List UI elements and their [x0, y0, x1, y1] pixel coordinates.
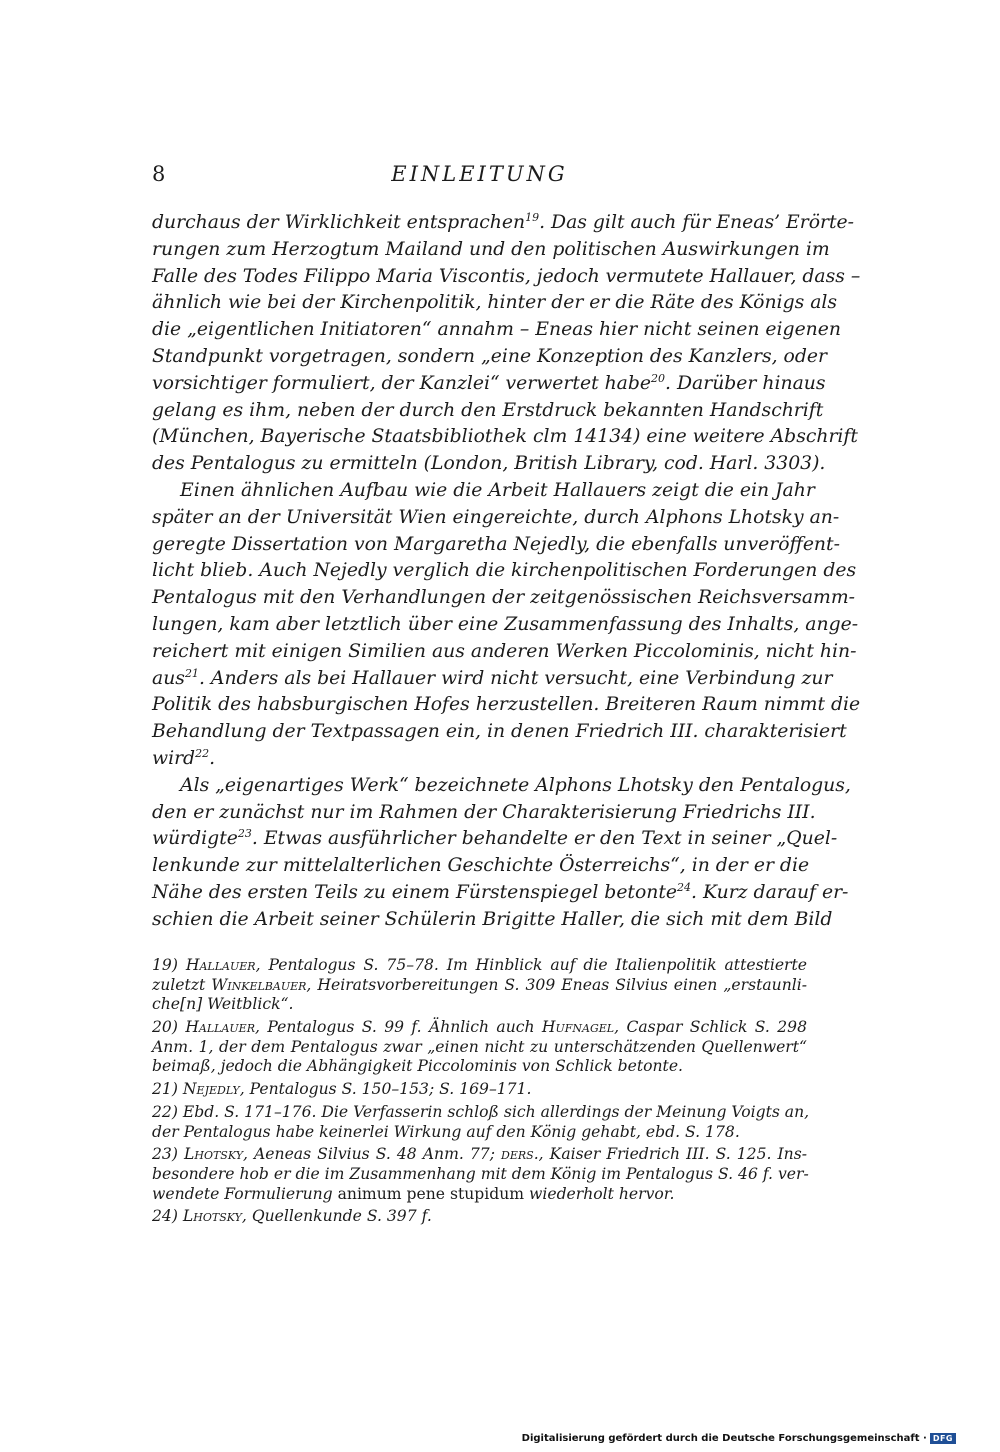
running-head: EINLEITUNG	[391, 162, 568, 186]
text-line: die „eigentlichen Initiatoren“ annahm – Eneas hier nicht seinen eigenen	[152, 319, 841, 341]
author-name: ders.	[501, 1145, 539, 1164]
page-number: 8	[152, 162, 166, 186]
author-name: Hallauer	[185, 956, 256, 974]
text-line: gelang es ihm, neben der durch den Erstdruck bekannten Handschrift	[152, 399, 824, 421]
text-line: Einen ähnlichen Aufbau wie die Arbeit Hallauers zeigt die ein Jahr	[180, 479, 815, 501]
footnote-23: 23) Lhotsky, Aeneas Silvius S. 48 Anm. 77; ders., Kaiser Friedrich III. S. 125. Ins- besondere hob er die im Zusammenhang mit dem König im Pentalogus S. 46 f. ver- wendete Formulierung animum pene stupidum wiederholt hervor.	[152, 1145, 809, 1203]
author-name: Winkelbauer	[211, 975, 307, 994]
text-line: Behandlung der Textpassagen ein, in denen Friedrich III. charakterisiert	[152, 721, 847, 743]
text-line: aus$^{21}$. Anders als bei Hallauer wird nicht versucht, eine Verbindung zur	[152, 666, 833, 689]
footnote-22: 22) Ebd. S. 171–176. Die Verfasserin schloß sich allerdings der Meinung Voigts an, der Pentalogus habe keinerlei Wirkung auf den König gehabt, ebd. S. 178.	[152, 1102, 810, 1141]
author-name: Hallauer	[185, 1018, 255, 1037]
page-header	[152, 162, 807, 194]
footnote-reference: 20	[651, 371, 666, 385]
text-line: schien die Arbeit seiner Schülerin Brigitte Haller, die sich mit dem Bild	[152, 908, 833, 930]
text-line: (München, Bayerische Staatsbibliothek clm 14134) eine weitere Abschrift	[152, 426, 858, 448]
author-name: Hufnagel	[541, 1018, 615, 1037]
footnote-reference: 22	[195, 746, 210, 760]
text-line: würdigte$^{23}$. Etwas ausführlicher behandelte er den Text in seiner „Quel-	[152, 827, 838, 850]
footnote-reference: 24	[677, 880, 692, 894]
text-line: vorsichtiger formuliert, der Kanzlei“ verwertet habe$^{20}$. Darüber hinaus	[152, 371, 826, 394]
body-text	[152, 210, 861, 934]
text-line: Standpunkt vorgetragen, sondern „eine Konzeption des Kanzlers, oder	[152, 345, 827, 367]
text-line: Falle des Todes Filippo Maria Viscontis, jedoch vermutete Hallauer, dass –	[152, 265, 861, 287]
text-line: reichert mit einigen Similien aus anderen Werken Piccolominis, nicht hin-	[152, 640, 857, 662]
credit-text: Digitalisierung gefördert durch die Deutsche Forschungsgemeinschaft ·	[521, 1432, 927, 1444]
text-line: geregte Dissertation von Margaretha Nejedly, die ebenfalls unveröffent-	[152, 533, 840, 555]
digitization-credit	[522, 1431, 956, 1445]
text-line: später an der Universität Wien eingereichte, durch Alphons Lhotsky an-	[152, 506, 840, 528]
dfg-logo: DFG	[930, 1433, 956, 1444]
author-name: Lhotsky	[184, 1145, 244, 1164]
text-line: lungen, kam aber letztlich über eine Zusammenfassung des Inhalts, ange-	[152, 613, 859, 635]
footnote-21: 21) Nejedly, Pentalogus S. 150–153; S. 169–171.	[152, 1080, 532, 1099]
footnote-reference: 23	[237, 827, 252, 841]
text-line: lenkunde zur mittelalterlichen Geschichte Österreichs“, in der er die	[152, 855, 810, 877]
text-line: Pentalogus mit den Verhandlungen der zeitgenössischen Reichsversamm-	[152, 587, 855, 609]
quoted-latin-phrase: animum pene stupidum	[337, 1184, 525, 1203]
footnotes	[152, 956, 810, 1230]
footnote-reference: 21	[184, 666, 199, 680]
footnote-24: 24) Lhotsky, Quellenkunde S. 397 f.	[152, 1207, 432, 1226]
author-name: Nejedly	[182, 1080, 240, 1099]
text-line: durchaus der Wirklichkeit entsprachen$^{19}$. Das gilt auch für Eneas’ Erörte-	[152, 211, 855, 233]
text-line: Nähe des ersten Teils zu einem Fürstenspiegel betonte$^{24}$. Kurz darauf er-	[152, 880, 849, 903]
footnote-reference: 19	[525, 211, 540, 224]
footnote-20: 20) Hallauer, Pentalogus S. 99 f. Ähnlich auch Hufnagel, Caspar Schlick S. 298 Anm. 1, der dem Pentalogus zwar „einen nicht zu unterschätzenden Quellenwert“ beimaß, jedoch die Abhängigkeit Piccolominis von Schlick betonte.	[152, 1018, 808, 1076]
footnote-19: 19) Hallauer, Pentalogus S. 75–78. Im Hinblick auf die Italienpolitik attestierte zuletzt Winkelbauer, Heiratsvorbereitungen S. 309 Eneas Silvius einen „erstaunli- che[n] Weitblick“.	[152, 956, 808, 1014]
text-line: Als „eigenartiges Werk“ bezeichnete Alphons Lhotsky den Pentalogus,	[180, 774, 851, 796]
author-name: Lhotsky	[182, 1207, 242, 1226]
text-line: ähnlich wie bei der Kirchenpolitik, hinter der er die Räte des Königs als	[152, 292, 838, 314]
text-line: wird$^{22}$.	[152, 746, 216, 769]
text-line: den er zunächst nur im Rahmen der Charakterisierung Friedrichs III.	[152, 801, 816, 823]
text-line: licht blieb. Auch Nejedly verglich die kirchenpolitischen Forderungen des	[152, 560, 857, 582]
text-line: des Pentalogus zu ermitteln (London, British Library, cod. Harl. 3303).	[152, 453, 826, 475]
text-line: rungen zum Herzogtum Mailand und den politischen Auswirkungen im	[152, 238, 830, 260]
text-line: Politik des habsburgischen Hofes herzustellen. Breiteren Raum nimmt die	[152, 694, 861, 716]
